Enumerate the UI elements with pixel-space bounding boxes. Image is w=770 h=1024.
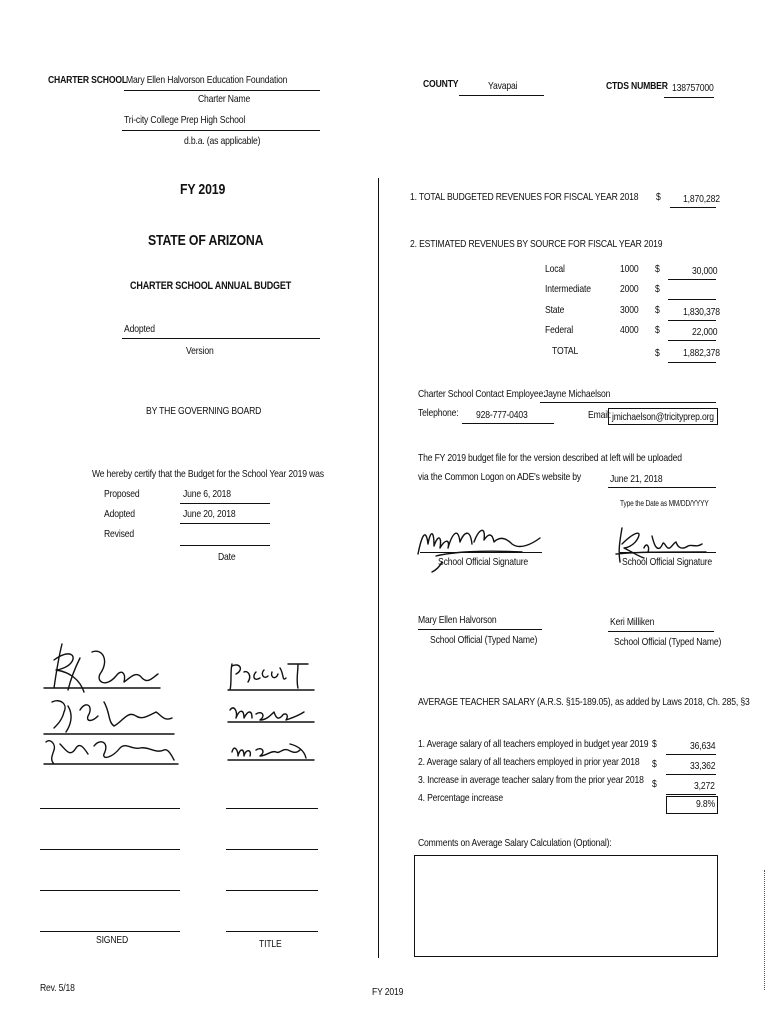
source-code: 3000 (620, 304, 639, 316)
typed-caption-1: School Official (Typed Name) (430, 634, 538, 646)
official-signature-line-1 (420, 552, 542, 553)
adopted-label: Adopted (104, 508, 135, 520)
typed-name-1: Mary Ellen Halvorson (418, 614, 497, 626)
telephone-label: Telephone: (418, 407, 459, 419)
source-line (668, 299, 716, 300)
sources-total-dollar: $ (655, 347, 660, 359)
proposed-line (180, 503, 270, 504)
total-revenues-value: 1,870,282 (683, 193, 720, 205)
source-line (668, 320, 716, 321)
source-value: 30,000 (692, 265, 718, 277)
source-code: 4000 (620, 324, 639, 336)
sources-total-line (668, 362, 716, 363)
version-value: Adopted (124, 323, 155, 335)
rev-label: Rev. 5/18 (40, 982, 75, 994)
adopted-line (180, 523, 270, 524)
source-name: State (545, 304, 565, 316)
fy-title: FY 2019 (180, 181, 226, 198)
county-label: COUNTY (423, 78, 459, 90)
version-caption: Version (186, 345, 214, 357)
typed-caption-2: School Official (Typed Name) (614, 636, 722, 648)
title-line-4 (226, 808, 318, 809)
dba-line (122, 130, 320, 131)
telephone-line (462, 423, 554, 424)
upload-date-line (608, 487, 716, 488)
source-code: 1000 (620, 263, 639, 275)
official-signature-line-2 (620, 552, 716, 553)
source-dollar: $ (655, 283, 660, 295)
avg-salary-label: 2. Average salary of all teachers employed in prior year 2018 (418, 756, 640, 768)
board-signature-1 (40, 630, 180, 780)
total-revenues-line (670, 207, 716, 208)
board-title-signatures (226, 660, 318, 772)
source-code: 2000 (620, 283, 639, 295)
revised-line (180, 545, 270, 546)
avg-salary-line (666, 754, 716, 755)
signed-caption: SIGNED (96, 934, 129, 946)
adopted-date: June 20, 2018 (183, 508, 236, 520)
revised-label: Revised (104, 528, 134, 540)
signed-line-4 (40, 808, 180, 809)
source-line (668, 279, 716, 280)
sources-total-label: TOTAL (552, 345, 579, 357)
contact-name: Jayne Michaelson (544, 388, 611, 400)
proposed-date: June 6, 2018 (183, 488, 231, 500)
footer-fy: FY 2019 (372, 986, 404, 998)
sources-total-value: 1,882,378 (683, 347, 720, 359)
avg-salary-value: 9.8% (696, 798, 715, 810)
source-name: Local (545, 263, 565, 275)
email-label: Email: (588, 409, 611, 421)
county-line (459, 95, 544, 96)
sig-caption-1: School Official Signature (438, 556, 529, 568)
percentage-box (666, 796, 718, 814)
source-line (668, 340, 716, 341)
avg-salary-dollar: $ (652, 778, 657, 790)
upload-line-1: The FY 2019 budget file for the version described at left will be uploaded (418, 452, 682, 464)
avg-salary-dollar: $ (652, 738, 657, 750)
total-revenues-label: 1. TOTAL BUDGETED REVENUES FOR FISCAL YEAR 2018 (410, 191, 639, 203)
state-title: STATE OF ARIZONA (148, 232, 264, 249)
source-dollar: $ (655, 304, 660, 316)
typed-name-line-1 (418, 629, 542, 630)
email-value: jmichaelson@tricityprep.org (612, 411, 714, 423)
title-caption: TITLE (259, 938, 282, 950)
signed-line-5 (40, 849, 180, 850)
upload-line-2: via the Common Logon on ADE's website by (418, 471, 582, 483)
telephone-value: 928-777-0403 (476, 409, 528, 421)
avg-salary-label: 4. Percentage increase (418, 792, 503, 804)
dba-caption: d.b.a. (as applicable) (184, 135, 261, 147)
email-box (608, 408, 718, 425)
contact-line (540, 402, 716, 403)
avg-salary-label: 1. Average salary of all teachers employed in budget year 2019 (418, 738, 649, 750)
avg-salary-value: 33,362 (690, 760, 716, 772)
sources-label: 2. ESTIMATED REVENUES BY SOURCE FOR FISCAL YEAR 2019 (410, 238, 663, 250)
contact-label: Charter School Contact Employee: (418, 388, 546, 400)
title-line-7 (226, 931, 318, 932)
version-line (122, 338, 320, 339)
page-edge-mark (764, 870, 765, 990)
source-value: 1,830,378 (683, 306, 720, 318)
avg-salary-line (666, 794, 716, 795)
certify-line: We hereby certify that the Budget for the School Year 2019 was (92, 468, 324, 480)
signed-line-6 (40, 890, 180, 891)
upload-date: June 21, 2018 (610, 473, 663, 485)
upload-date-caption: Type the Date as MM/DD/YYYY (620, 499, 709, 508)
comments-label: Comments on Average Salary Calculation (Optional): (418, 837, 612, 849)
governing-board: BY THE GOVERNING BOARD (146, 405, 262, 417)
title-line-5 (226, 849, 318, 850)
source-value: 22,000 (692, 326, 718, 338)
avg-salary-value: 36,634 (690, 740, 716, 752)
avg-salary-line (666, 774, 716, 775)
budget-title: CHARTER SCHOOL ANNUAL BUDGET (130, 280, 292, 292)
avg-salary-title: AVERAGE TEACHER SALARY (A.R.S. §15-189.05), as added by Laws 2018, Ch. 285, §3 (418, 696, 750, 708)
charter-name: Mary Ellen Halvorson Education Foundation (126, 74, 288, 86)
ctds-label: CTDS NUMBER (606, 80, 668, 92)
total-dollar: $ (656, 191, 661, 203)
ctds-line (664, 97, 714, 98)
center-divider (378, 178, 379, 958)
proposed-label: Proposed (104, 488, 140, 500)
source-name: Intermediate (545, 283, 591, 295)
source-name: Federal (545, 324, 574, 336)
sig-caption-2: School Official Signature (622, 556, 713, 568)
typed-name-line-2 (608, 631, 714, 632)
charter-name-caption: Charter Name (198, 93, 251, 105)
date-caption: Date (218, 551, 236, 563)
county-value: Yavapai (488, 80, 518, 92)
signed-line-7 (40, 931, 180, 932)
source-dollar: $ (655, 324, 660, 336)
title-line-6 (226, 890, 318, 891)
avg-salary-label: 3. Increase in average teacher salary from the prior year 2018 (418, 774, 644, 786)
typed-name-2: Keri Milliken (610, 616, 655, 628)
ctds-value: 138757000 (672, 82, 714, 94)
avg-salary-value: 3,272 (694, 780, 715, 792)
source-dollar: $ (655, 263, 660, 275)
comments-box[interactable] (414, 855, 718, 957)
charter-name-line (124, 90, 320, 91)
dba-name: Tri-city College Prep High School (124, 114, 246, 126)
charter-school-label: CHARTER SCHOOL (48, 74, 128, 86)
avg-salary-dollar: $ (652, 758, 657, 770)
